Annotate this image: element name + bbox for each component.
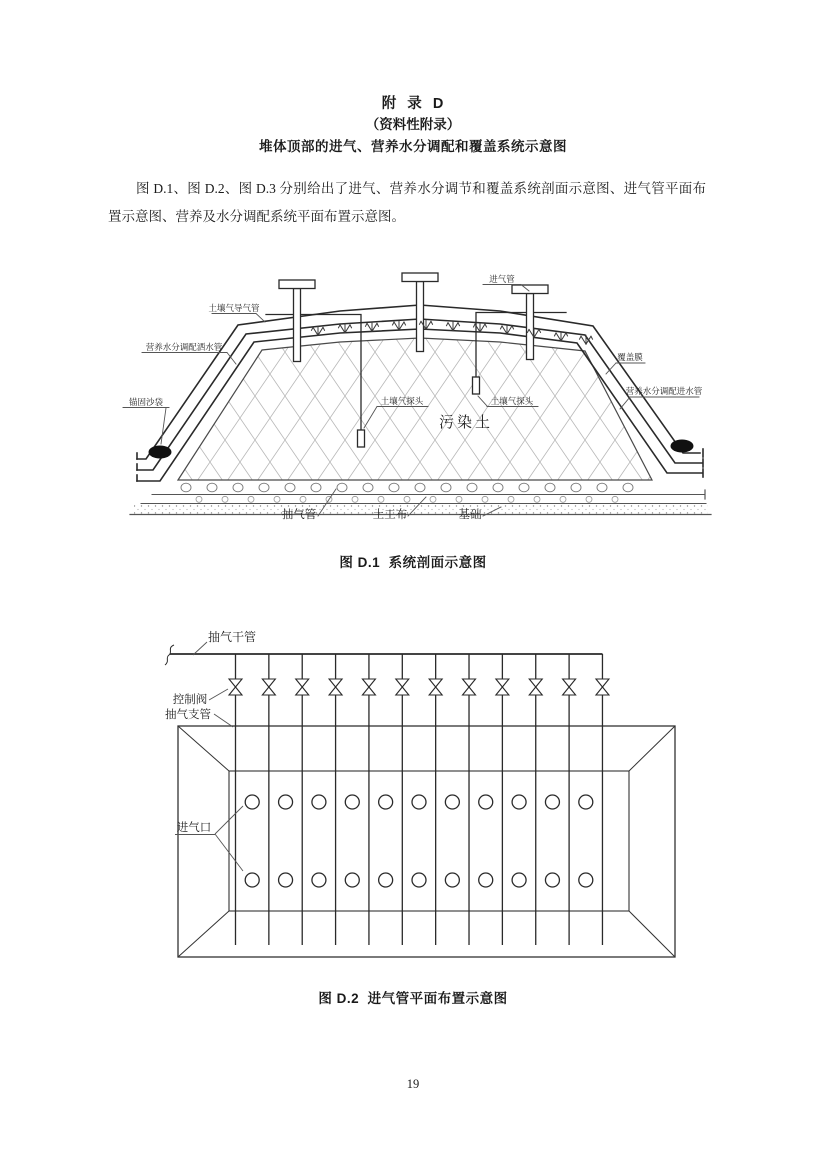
sprinkler-icon <box>393 321 406 330</box>
air-inlet-hole <box>312 795 326 809</box>
gravel-stone <box>389 483 399 492</box>
air-inlet-hole <box>445 873 459 887</box>
foundation-strip <box>134 504 708 514</box>
label-control-valve: 控制阀 <box>172 694 208 706</box>
gravel-stone <box>207 483 217 492</box>
air-inlet-hole <box>345 795 359 809</box>
riser-stem <box>417 282 424 352</box>
pebble-layer <box>196 496 618 502</box>
riser-cap <box>402 273 438 282</box>
pebble <box>222 496 228 502</box>
pebble <box>404 496 410 502</box>
gravel-stone <box>467 483 477 492</box>
air-inlet-hole <box>545 795 559 809</box>
gravel-stone <box>597 483 607 492</box>
label-anchor-sandbag: 锚固沙袋 <box>128 397 164 407</box>
gravel-stone <box>571 483 581 492</box>
pebble <box>274 496 280 502</box>
air-inlet-hole <box>279 795 293 809</box>
label-soil-gas-probe-right: 土壤气探头 <box>490 396 534 406</box>
gravel-stone <box>545 483 555 492</box>
pebble <box>378 496 384 502</box>
figure-d1-caption: 图 D.1 系统剖面示意图 <box>339 555 487 570</box>
gravel-stone <box>415 483 425 492</box>
intro-paragraph: 图 D.1、图 D.2、图 D.3 分别给出了进气、营养水分调节和覆盖系统剖面示意图、进气管平面布置示意图、营养及水分调配系统平面布置示意图。 <box>108 181 706 224</box>
label-extraction-pipe: 抽气管 <box>281 509 317 521</box>
air-inlet-hole <box>512 873 526 887</box>
control-valves <box>229 679 609 695</box>
leader-lines-d2 <box>172 642 243 871</box>
gravel-stone <box>285 483 295 492</box>
label-contaminated-soil: 污染土 <box>438 414 494 431</box>
air-inlet-hole <box>279 873 293 887</box>
label-intake-pipe: 进气管 <box>489 274 515 284</box>
pile-outline-outer <box>178 726 675 957</box>
air-inlet-hole <box>379 873 393 887</box>
air-inlet-hole <box>379 795 393 809</box>
pebble <box>612 496 618 502</box>
air-inlet-hole <box>345 873 359 887</box>
label-cover-membrane: 覆盖膜 <box>617 352 643 362</box>
air-inlet-hole <box>479 873 493 887</box>
pebble <box>482 496 488 502</box>
sprinkler-icon <box>366 322 379 331</box>
pebble <box>248 496 254 502</box>
valve-icon <box>463 679 476 695</box>
air-inlet-hole <box>512 795 526 809</box>
air-inlet-hole <box>412 795 426 809</box>
page-number: 19 <box>406 1077 420 1091</box>
label-extraction-branch: 抽气支管 <box>165 709 211 721</box>
gravel-stone <box>181 483 191 492</box>
gravel-stone <box>493 483 503 492</box>
riser-stem <box>527 294 534 360</box>
gravel-stone <box>259 483 269 492</box>
pebble <box>300 496 306 502</box>
valve-icon <box>329 679 342 695</box>
air-inlet-hole <box>545 873 559 887</box>
pebble <box>534 496 540 502</box>
soil-gas-probe <box>473 377 480 394</box>
air-inlet-hole <box>479 795 493 809</box>
valve-icon <box>529 679 542 695</box>
label-soil-gas-probe-left: 土壤气探头 <box>380 396 424 406</box>
valve-icon <box>563 679 576 695</box>
figure-d1-cross-section <box>123 273 711 521</box>
air-inlet-hole <box>245 873 259 887</box>
pebble <box>196 496 202 502</box>
valve-icon <box>496 679 509 695</box>
valve-icon <box>429 679 442 695</box>
pebble <box>430 496 436 502</box>
gravel-stone <box>337 483 347 492</box>
valve-icon <box>396 679 409 695</box>
gravel-stone <box>233 483 243 492</box>
pebble <box>586 496 592 502</box>
label-foundation: 基础 <box>458 509 482 521</box>
label-water-inlet-pipe: 营养水分调配进水管 <box>625 386 703 396</box>
riser-stem <box>294 289 301 362</box>
riser-cap <box>279 280 315 289</box>
gravel-stone <box>441 483 451 492</box>
sandbag-right <box>671 440 694 453</box>
valve-icon <box>229 679 242 695</box>
valve-icon <box>362 679 375 695</box>
appendix-heading: 附 录 D <box>381 96 445 112</box>
figure-d2-caption: 图 D.2 进气管平面布置示意图 <box>318 991 508 1006</box>
gravel-stone <box>623 483 633 492</box>
gravel-layer <box>181 483 633 492</box>
valve-icon <box>296 679 309 695</box>
pebble <box>560 496 566 502</box>
label-sprinkler-pipe: 营养水分调配洒水管 <box>145 342 223 352</box>
valve-icon <box>596 679 609 695</box>
sandbag-left <box>149 446 172 459</box>
figure-d2-plan-view <box>165 629 675 957</box>
soil-gas-probe <box>358 430 365 447</box>
air-inlets <box>245 795 593 887</box>
label-air-inlet: 进气口 <box>176 822 212 834</box>
label-soil-gas-conduit: 土壤气导气管 <box>208 303 260 313</box>
pebble <box>456 496 462 502</box>
air-inlet-hole <box>412 873 426 887</box>
air-inlet-hole <box>312 873 326 887</box>
pebble <box>352 496 358 502</box>
gravel-stone <box>311 483 321 492</box>
appendix-subheading: （资料性附录） <box>365 117 461 132</box>
sprinkler-icon <box>339 324 352 333</box>
label-extraction-header: 抽气干管 <box>207 630 257 644</box>
gravel-stone <box>519 483 529 492</box>
corner-diagonals <box>178 726 675 957</box>
air-inlet-hole <box>245 795 259 809</box>
riser-cap <box>512 285 548 294</box>
label-geotextile: 土工布 <box>372 509 408 521</box>
valve-icon <box>262 679 275 695</box>
gravel-stone <box>363 483 373 492</box>
pebble <box>508 496 514 502</box>
soil-pile-body <box>178 338 652 480</box>
appendix-title: 堆体顶部的进气、营养水分调配和覆盖系统示意图 <box>259 139 567 154</box>
sprinkler-icon <box>312 326 325 335</box>
pipe-break-symbol <box>165 645 174 665</box>
air-inlet-hole <box>579 873 593 887</box>
sprinkler-icon <box>447 322 460 331</box>
air-inlet-hole <box>579 795 593 809</box>
base-layers <box>130 483 711 514</box>
air-inlet-hole <box>445 795 459 809</box>
